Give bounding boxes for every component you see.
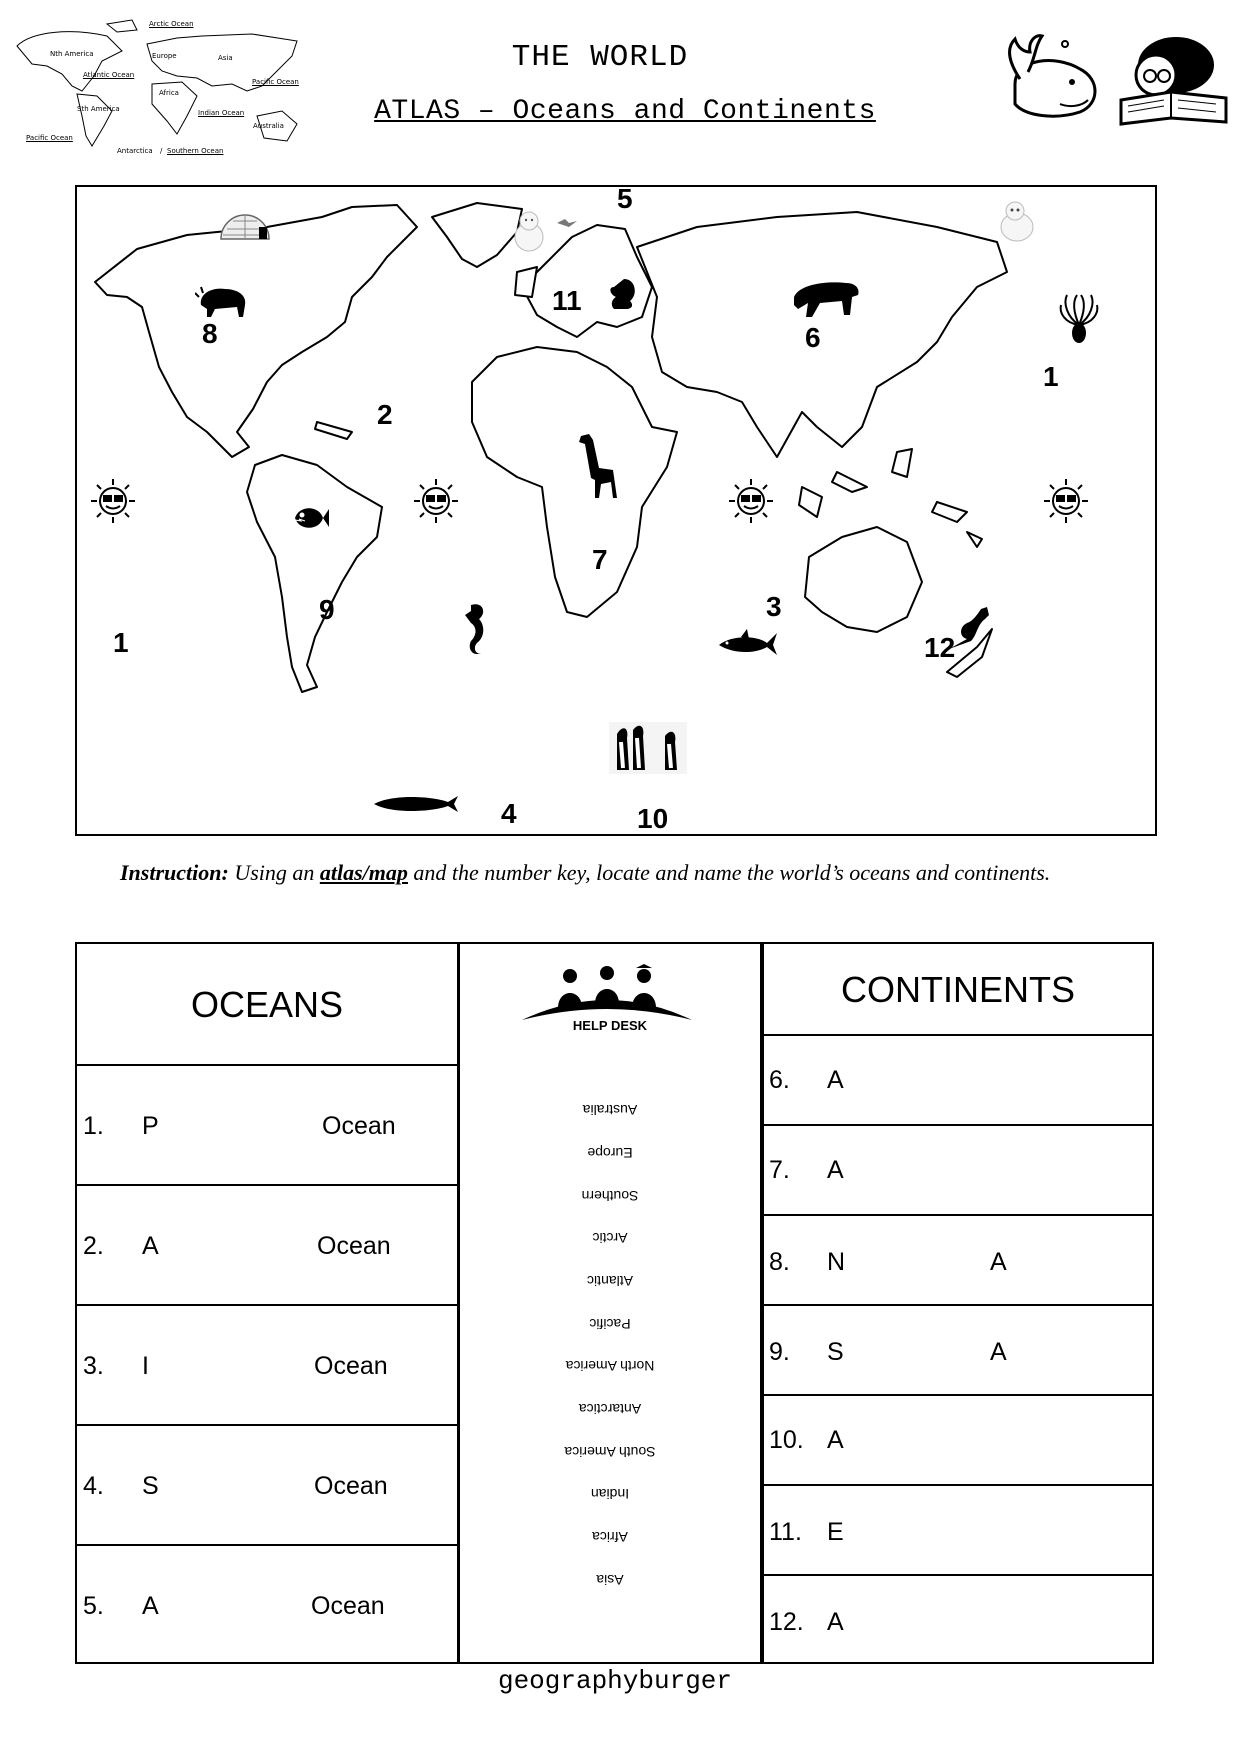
continents-table	[762, 942, 1154, 1664]
ocean-row-word: Ocean	[322, 1112, 396, 1140]
continent-row[interactable]	[764, 1304, 1152, 1394]
mini-label-asia: Asia	[218, 54, 233, 62]
continent-row-number: 11.	[769, 1518, 802, 1546]
continent-row[interactable]	[764, 1124, 1152, 1214]
continent-row-letter: N	[827, 1248, 846, 1276]
mini-label-south-america: Sth America	[77, 105, 120, 113]
ocean-row-word: Ocean	[317, 1232, 391, 1260]
map-number-7: 7	[592, 544, 608, 575]
ocean-row-letter: A	[142, 1592, 159, 1620]
continent-row[interactable]	[764, 1484, 1152, 1574]
page-title: THE WORLD	[511, 40, 689, 75]
continent-row-letter: A	[827, 1608, 844, 1636]
continent-row-letter: S	[827, 1338, 844, 1366]
mini-label-atlantic-ocean: Atlantic Ocean	[83, 71, 135, 79]
ocean-row[interactable]	[77, 1304, 457, 1424]
continent-row[interactable]	[764, 1574, 1152, 1662]
help-word: Southern	[581, 1188, 639, 1204]
help-word: Asia	[596, 1572, 624, 1588]
sun-icon	[412, 477, 460, 525]
ocean-row[interactable]	[77, 1424, 457, 1544]
giraffe-icon	[575, 432, 621, 502]
help-word: Pacific	[589, 1316, 631, 1332]
mini-label-pacific-ocean-left: Pacific Ocean	[26, 134, 73, 142]
map-number-9: 9	[319, 594, 335, 625]
continent-row-number: 7.	[769, 1156, 790, 1184]
continent-row-letter: A	[827, 1156, 844, 1184]
map-number-4: 4	[501, 798, 517, 829]
mini-label-antarctica: Antarctica	[117, 147, 153, 155]
mini-label-africa: Africa	[159, 89, 179, 97]
whale-icon	[372, 792, 460, 816]
mini-label-slash: /	[160, 147, 163, 155]
oceans-header: OCEANS	[190, 984, 344, 1025]
mini-label-pacific-ocean-right: Pacific Ocean	[252, 78, 299, 86]
continent-row-number: 6.	[769, 1066, 790, 1094]
continent-row-number: 10.	[769, 1426, 804, 1454]
map-number-3: 3	[766, 591, 782, 622]
instruction-part1: Using an	[228, 860, 320, 885]
squirrel-icon	[602, 275, 638, 311]
mini-label-europe: Europe	[152, 52, 177, 60]
continent-row-number: 8.	[769, 1248, 790, 1276]
ocean-row-letter: S	[142, 1472, 159, 1500]
ocean-row-number: 2.	[83, 1232, 104, 1260]
ocean-row[interactable]	[77, 1064, 457, 1184]
continent-row-letter: A	[827, 1426, 844, 1454]
continent-row-number: 12.	[769, 1608, 804, 1636]
ocean-row-word: Ocean	[314, 1472, 388, 1500]
continent-row-letter: A	[827, 1066, 844, 1094]
map-number-11: 11	[552, 285, 582, 316]
map-number-1-left: 1	[113, 627, 129, 658]
shark-icon	[717, 629, 779, 659]
map-number-8: 8	[202, 318, 218, 349]
map-number-10: 10	[637, 803, 669, 834]
ocean-row-number: 1.	[83, 1112, 104, 1140]
child-reading-book-icon	[1116, 30, 1234, 128]
continent-row[interactable]	[764, 1034, 1152, 1124]
instruction-label: Instruction:	[120, 860, 229, 885]
instruction-text	[120, 860, 1140, 886]
ocean-row-word: Ocean	[311, 1592, 385, 1620]
ocean-row[interactable]	[77, 1184, 457, 1304]
ocean-row[interactable]	[77, 1544, 457, 1662]
continent-row-number: 9.	[769, 1338, 790, 1366]
continent-row-letter: E	[827, 1518, 844, 1546]
polar-bear-icon	[511, 209, 547, 253]
bison-icon	[195, 283, 251, 319]
help-word: Antarctica	[578, 1401, 642, 1417]
help-word: Atlantic	[587, 1273, 633, 1289]
ocean-row-letter: I	[142, 1352, 149, 1380]
cartoon-whale-icon	[1000, 24, 1110, 124]
help-word: South America	[564, 1444, 656, 1460]
sun-icon	[1042, 477, 1090, 525]
mini-label-indian-ocean: Indian Ocean	[198, 109, 245, 117]
ocean-row-number: 3.	[83, 1352, 104, 1380]
map-number-12: 12	[924, 632, 956, 663]
continent-row-letter2: A	[990, 1338, 1007, 1366]
footer-credit: geographyburger	[497, 1666, 733, 1696]
continent-row[interactable]	[764, 1214, 1152, 1304]
ocean-row-word: Ocean	[314, 1352, 388, 1380]
map-number-2: 2	[377, 399, 393, 430]
seahorse-icon	[463, 601, 489, 657]
continent-row[interactable]	[764, 1394, 1152, 1484]
ocean-row-number: 4.	[83, 1472, 104, 1500]
mini-label-arctic-ocean: Arctic Ocean	[149, 20, 194, 28]
tiger-icon	[790, 275, 862, 319]
igloo-icon	[217, 205, 273, 241]
help-word: Australia	[582, 1102, 638, 1118]
map-number-6: 6	[805, 322, 821, 353]
oceans-table	[75, 942, 459, 1664]
mini-label-australia: Australia	[253, 122, 284, 130]
seal-icon	[995, 197, 1039, 245]
sun-icon	[89, 477, 137, 525]
bird-icon	[555, 215, 579, 231]
octopus-icon	[1057, 293, 1101, 347]
ocean-row-number: 5.	[83, 1592, 104, 1620]
help-word: Europe	[587, 1145, 633, 1161]
mini-label-north-america: Nth America	[50, 50, 94, 58]
continent-row-letter2: A	[990, 1248, 1007, 1276]
map-number-1-right: 1	[1043, 361, 1059, 392]
help-desk-label: HELP DESK	[572, 1018, 648, 1033]
page-subtitle: ATLAS – Oceans and Continents	[374, 96, 876, 127]
ocean-row-letter: A	[142, 1232, 159, 1260]
instruction-part2: and the number key, locate and name the world’s oceans and continents.	[407, 860, 1051, 885]
penguins-icon	[609, 722, 687, 774]
kangaroo-icon	[947, 605, 993, 651]
continents-header: CONTINENTS	[841, 969, 1075, 1010]
help-word: Indian	[590, 1486, 630, 1502]
help-word: North America	[565, 1358, 655, 1374]
help-word: Arctic	[592, 1230, 628, 1246]
help-word: Africa	[592, 1529, 628, 1545]
atlas-map-emphasis: atlas/map	[319, 860, 408, 885]
ocean-row-letter: P	[142, 1112, 159, 1140]
sun-icon	[727, 477, 775, 525]
world-map	[75, 185, 1157, 836]
help-desk-panel	[458, 942, 762, 1664]
mini-world-map	[12, 16, 312, 161]
piranha-icon	[291, 503, 329, 533]
map-number-5: 5	[617, 183, 633, 214]
mini-label-southern-ocean: Southern Ocean	[167, 147, 224, 155]
